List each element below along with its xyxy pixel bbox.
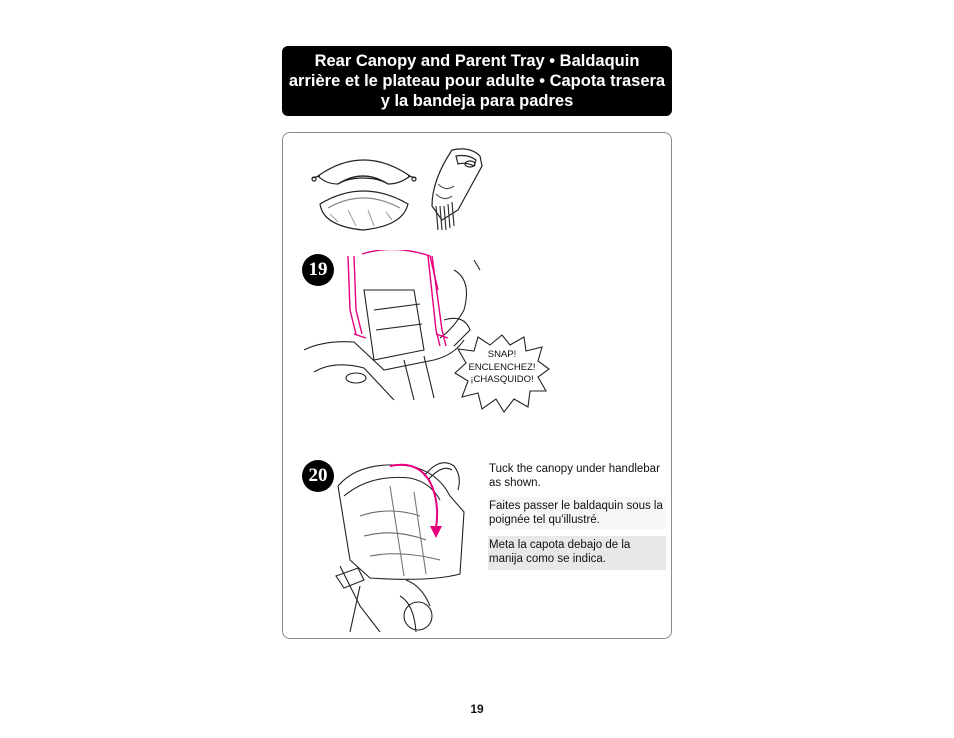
- parent-tray-illustration: [424, 144, 490, 234]
- arrow-icon: [390, 465, 442, 538]
- instruction-en: Tuck the canopy under handlebar as shown.: [489, 463, 660, 489]
- page-number: 19: [470, 702, 484, 716]
- callout-line-es: ¡CHASQUIDO!: [470, 374, 534, 385]
- step-20-badge: 20: [302, 460, 334, 492]
- instruction-es: Meta la capota debajo de la manija como se indica.: [488, 536, 666, 570]
- callout-line-en: SNAP!: [487, 349, 517, 360]
- rear-canopy-illustration: [308, 148, 420, 238]
- step-20-illustration: [330, 456, 476, 632]
- step-19-badge: 19: [302, 254, 334, 286]
- snap-callout-text: [454, 349, 550, 387]
- instruction-fr: Faites passer le baldaquin sous la poignée tel qu'illustré.: [488, 497, 666, 529]
- section-title: Rear Canopy and Parent Tray • Baldaquin arrière et le plateau pour adulte • Capota trasera y la bandeja para padres: [282, 46, 672, 116]
- callout-line-fr: ENCLENCHEZ!: [468, 361, 536, 373]
